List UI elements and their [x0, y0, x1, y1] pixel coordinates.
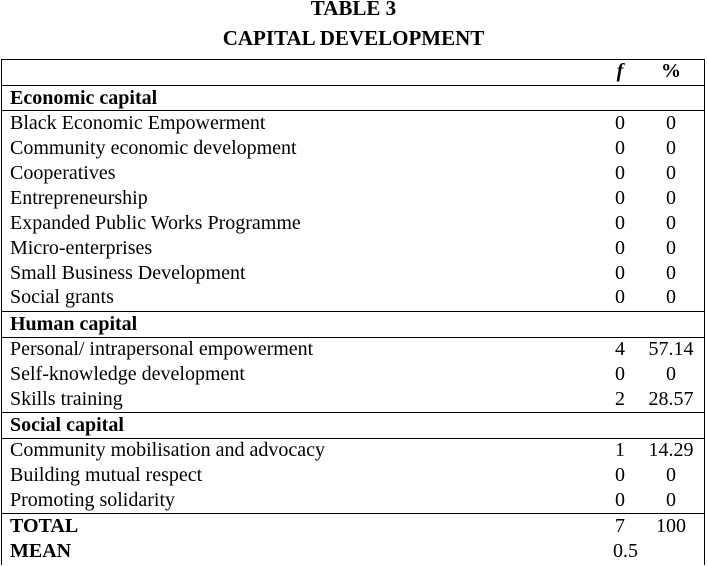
table-row — [0, 161, 707, 186]
row-label: Community mobilisation and advocacy — [10, 439, 325, 461]
total-row — [0, 514, 707, 539]
total-label: TOTAL — [10, 515, 79, 537]
row-label: Social grants — [10, 286, 114, 308]
row-label: Entrepreneurship — [10, 187, 148, 209]
table-row — [0, 285, 707, 310]
row-f: 4 — [615, 338, 625, 360]
section-header — [0, 413, 707, 438]
column-header-percent: % — [661, 60, 681, 82]
row-label: Cooperatives — [10, 162, 116, 184]
row-label: Self-knowledge development — [10, 363, 245, 385]
row-percent: 0 — [666, 489, 676, 511]
mean-label: MEAN — [10, 540, 72, 562]
row-f: 0 — [615, 237, 625, 259]
table-number: TABLE 3 — [310, 0, 397, 20]
row-f: 0 — [615, 262, 625, 284]
row-f: 0 — [615, 162, 625, 184]
total-percent: 100 — [656, 515, 686, 537]
row-f: 0 — [615, 489, 625, 511]
row-f: 1 — [615, 439, 625, 461]
table-row — [0, 438, 707, 463]
row-percent: 0 — [666, 162, 676, 184]
row-f: 0 — [615, 137, 625, 159]
table-row — [0, 387, 707, 412]
row-f: 0 — [615, 286, 625, 308]
row-percent: 0 — [666, 237, 676, 259]
table-row — [0, 261, 707, 286]
row-percent: 0 — [666, 286, 676, 308]
row-percent: 0 — [666, 137, 676, 159]
table-header-row — [0, 59, 707, 84]
section-header — [0, 86, 707, 111]
row-f: 0 — [615, 187, 625, 209]
row-percent: 57.14 — [648, 338, 694, 360]
row-label: Skills training — [10, 388, 123, 410]
table-row — [0, 236, 707, 261]
row-label: Promoting solidarity — [10, 489, 175, 511]
section-title-social-capital: Social capital — [10, 414, 124, 436]
row-f: 2 — [615, 388, 625, 410]
table-row — [0, 211, 707, 236]
row-percent: 0 — [666, 363, 676, 385]
section-title-human-capital: Human capital — [10, 313, 138, 335]
table-row — [0, 488, 707, 513]
row-label: Small Business Development — [10, 262, 246, 284]
row-label: Personal/ intrapersonal empowerment — [10, 338, 314, 360]
row-percent: 0 — [666, 464, 676, 486]
column-header-f: f — [616, 60, 624, 82]
section-title-economic-capital: Economic capital — [10, 87, 158, 109]
row-label: Micro-enterprises — [10, 237, 153, 259]
row-label: Building mutual respect — [10, 464, 203, 486]
row-percent: 0 — [666, 262, 676, 284]
row-percent: 28.57 — [648, 388, 694, 410]
row-f: 0 — [615, 464, 625, 486]
section-header — [0, 312, 707, 337]
mean-value: 0.5 — [613, 540, 638, 562]
row-percent: 14.29 — [648, 439, 694, 461]
row-label: Expanded Public Works Programme — [10, 212, 301, 234]
table-row — [0, 463, 707, 488]
row-label: Black Economic Empowerment — [10, 112, 266, 134]
row-percent: 0 — [666, 112, 676, 134]
table-row — [0, 186, 707, 211]
mean-row — [0, 539, 707, 564]
row-f: 0 — [615, 363, 625, 385]
row-label: Community economic development — [10, 137, 297, 159]
row-f: 0 — [615, 112, 625, 134]
table-row — [0, 111, 707, 136]
row-f: 0 — [615, 212, 625, 234]
row-percent: 0 — [666, 187, 676, 209]
table-title: CAPITAL DEVELOPMENT — [222, 26, 485, 50]
total-f: 7 — [615, 515, 625, 537]
row-percent: 0 — [666, 212, 676, 234]
table-row — [0, 362, 707, 387]
table-row — [0, 136, 707, 161]
table-row — [0, 337, 707, 362]
